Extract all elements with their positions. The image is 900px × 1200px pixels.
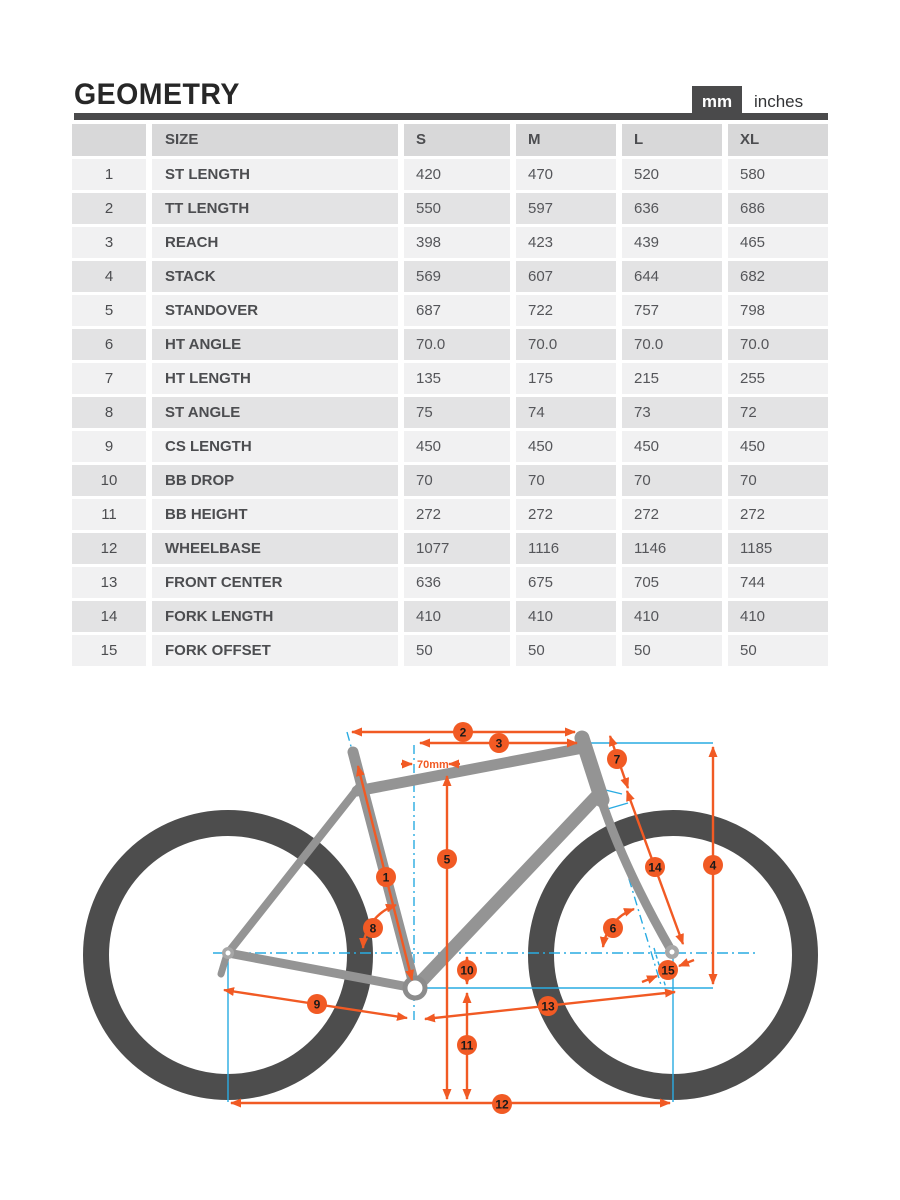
value-cell: 410 — [516, 601, 616, 632]
row-number: 5 — [72, 295, 146, 326]
value-cell: 135 — [404, 363, 510, 394]
header-cell: L — [622, 124, 722, 156]
value-cell: 722 — [516, 295, 616, 326]
value-cell: 1146 — [622, 533, 722, 564]
dim-fork-offset-right — [679, 960, 694, 966]
value-cell: 744 — [728, 567, 828, 598]
row-label: FRONT CENTER — [152, 567, 398, 598]
row-number: 7 — [72, 363, 146, 394]
row-label: BB DROP — [152, 465, 398, 496]
badge-number: 5 — [443, 852, 451, 867]
value-cell: 450 — [516, 431, 616, 462]
badge-number: 13 — [541, 999, 555, 1014]
value-cell: 636 — [404, 567, 510, 598]
badge-number: 8 — [369, 921, 377, 936]
value-cell: 686 — [728, 193, 828, 224]
badge-number: 10 — [460, 963, 474, 978]
row-label: HT LENGTH — [152, 363, 398, 394]
badge-number: 14 — [648, 860, 662, 875]
table-row — [72, 397, 830, 428]
chain-stay — [228, 953, 414, 988]
value-cell: 580 — [728, 159, 828, 190]
value-cell: 644 — [622, 261, 722, 292]
value-cell: 705 — [622, 567, 722, 598]
table-row — [72, 499, 830, 530]
row-number: 8 — [72, 397, 146, 428]
dim-fork-offset-left — [642, 976, 657, 982]
badge-number: 9 — [313, 997, 321, 1012]
value-cell: 398 — [404, 227, 510, 258]
value-cell: 73 — [622, 397, 722, 428]
header-cell: XL — [728, 124, 828, 156]
value-cell: 70.0 — [404, 329, 510, 360]
value-cell: 682 — [728, 261, 828, 292]
value-cell: 74 — [516, 397, 616, 428]
top-tube — [357, 748, 583, 791]
bike-geometry-diagram — [0, 690, 900, 1170]
row-label: REACH — [152, 227, 398, 258]
value-cell: 450 — [728, 431, 828, 462]
value-cell: 450 — [404, 431, 510, 462]
value-cell: 757 — [622, 295, 722, 326]
table-row — [72, 533, 830, 564]
value-cell: 470 — [516, 159, 616, 190]
value-cell: 272 — [728, 499, 828, 530]
row-number: 10 — [72, 465, 146, 496]
table-row — [72, 363, 830, 394]
value-cell: 1185 — [728, 533, 828, 564]
value-cell: 798 — [728, 295, 828, 326]
value-cell: 272 — [622, 499, 722, 530]
head-tube — [582, 738, 602, 800]
header-cell: S — [404, 124, 510, 156]
dimension-badges — [307, 722, 723, 1114]
bottom-bracket — [405, 978, 425, 998]
table-row — [72, 159, 830, 190]
value-cell: 50 — [728, 635, 828, 666]
row-label: TT LENGTH — [152, 193, 398, 224]
value-cell: 687 — [404, 295, 510, 326]
row-label: HT ANGLE — [152, 329, 398, 360]
value-cell: 420 — [404, 159, 510, 190]
value-cell: 70 — [622, 465, 722, 496]
header-cell: M — [516, 124, 616, 156]
row-number: 4 — [72, 261, 146, 292]
table-row — [72, 295, 830, 326]
row-number: 13 — [72, 567, 146, 598]
badge-number: 3 — [495, 736, 503, 751]
value-cell: 175 — [516, 363, 616, 394]
row-label: FORK LENGTH — [152, 601, 398, 632]
value-cell: 410 — [404, 601, 510, 632]
value-cell: 1077 — [404, 533, 510, 564]
table-row — [72, 635, 830, 666]
row-number: 3 — [72, 227, 146, 258]
row-label: STANDOVER — [152, 295, 398, 326]
row-number: 6 — [72, 329, 146, 360]
value-cell: 410 — [622, 601, 722, 632]
value-cell: 569 — [404, 261, 510, 292]
badge-number: 6 — [609, 921, 617, 936]
value-cell: 72 — [728, 397, 828, 428]
row-label: STACK — [152, 261, 398, 292]
value-cell: 70 — [516, 465, 616, 496]
value-cell: 70.0 — [728, 329, 828, 360]
row-label: ST LENGTH — [152, 159, 398, 190]
row-number: 14 — [72, 601, 146, 632]
badge-number: 7 — [613, 752, 621, 767]
unit-toggle-mm[interactable]: mm — [692, 86, 742, 120]
value-cell: 272 — [404, 499, 510, 530]
front-axle-center — [670, 950, 675, 955]
value-cell: 1116 — [516, 533, 616, 564]
row-label: WHEELBASE — [152, 533, 398, 564]
value-cell: 423 — [516, 227, 616, 258]
row-number: 9 — [72, 431, 146, 462]
value-cell: 215 — [622, 363, 722, 394]
rear-axle-center — [226, 951, 231, 956]
badge-number: 2 — [459, 725, 467, 740]
badge-number: 12 — [495, 1097, 509, 1112]
value-cell: 636 — [622, 193, 722, 224]
table-row — [72, 431, 830, 462]
value-cell: 450 — [622, 431, 722, 462]
value-cell: 70 — [404, 465, 510, 496]
value-cell: 255 — [728, 363, 828, 394]
row-label: CS LENGTH — [152, 431, 398, 462]
value-cell: 520 — [622, 159, 722, 190]
badge-number: 1 — [382, 870, 390, 885]
value-cell: 465 — [728, 227, 828, 258]
table-row — [72, 567, 830, 598]
table-row — [72, 261, 830, 292]
row-number: 11 — [72, 499, 146, 530]
row-number: 2 — [72, 193, 146, 224]
page-title: GEOMETRY — [74, 78, 240, 111]
table-row — [72, 465, 830, 496]
row-label: FORK OFFSET — [152, 635, 398, 666]
value-cell: 70.0 — [622, 329, 722, 360]
value-cell: 550 — [404, 193, 510, 224]
table-row — [72, 193, 830, 224]
header-cell: SIZE — [152, 124, 398, 156]
value-cell: 675 — [516, 567, 616, 598]
value-cell: 439 — [622, 227, 722, 258]
header-cell — [72, 124, 146, 156]
geometry-table — [72, 124, 830, 669]
table-row — [72, 329, 830, 360]
value-cell: 70.0 — [516, 329, 616, 360]
row-number: 12 — [72, 533, 146, 564]
value-cell: 597 — [516, 193, 616, 224]
value-cell: 50 — [404, 635, 510, 666]
badge-number: 4 — [709, 858, 717, 873]
badge-number: 11 — [460, 1038, 474, 1053]
value-cell: 410 — [728, 601, 828, 632]
badge-number: 15 — [661, 963, 675, 978]
value-cell: 75 — [404, 397, 510, 428]
annotation-70mm: 70mm — [417, 759, 449, 771]
table-row — [72, 601, 830, 632]
row-label: BB HEIGHT — [152, 499, 398, 530]
value-cell: 272 — [516, 499, 616, 530]
table-row — [72, 227, 830, 258]
value-cell: 607 — [516, 261, 616, 292]
table-header-row — [72, 124, 830, 156]
row-label: ST ANGLE — [152, 397, 398, 428]
row-number: 15 — [72, 635, 146, 666]
value-cell: 50 — [622, 635, 722, 666]
value-cell: 70 — [728, 465, 828, 496]
value-cell: 50 — [516, 635, 616, 666]
row-number: 1 — [72, 159, 146, 190]
unit-toggle-inches[interactable]: inches — [754, 92, 804, 111]
